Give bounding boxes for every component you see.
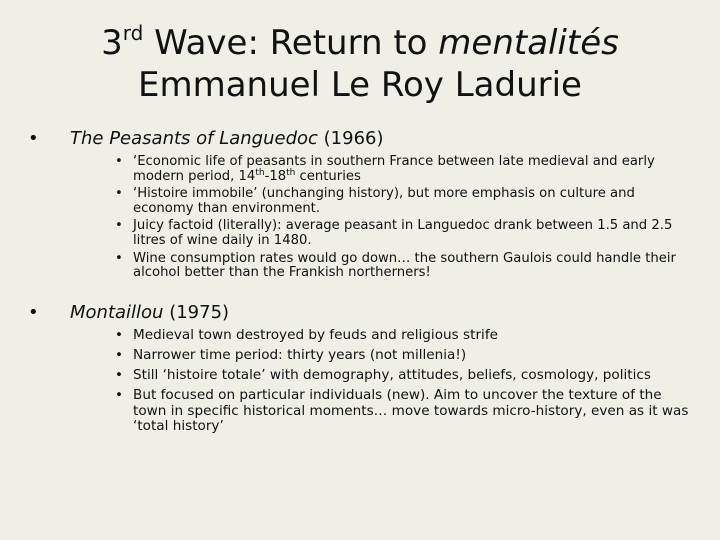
bullet-marker: • [115,387,124,404]
item-text: Juicy factoid (literally): average peasant in Languedoc drank between 1.5 and 2.5 litres of wine daily in 1480. [133,218,673,248]
item-text: centuries [295,168,361,184]
book-title: The Peasants of Languedoc [70,128,318,149]
list-item [115,155,695,184]
bullet-marker: • [115,367,124,384]
title-text: Wave: Return to [143,23,439,63]
item-text: Narrower time period: thirty years (not millenia!) [133,347,467,364]
ordinal-suffix: th [286,167,296,178]
bullet-marker: • [28,302,39,323]
bullet-marker: • [115,327,124,343]
book-title: Montaillou [70,302,164,323]
book-year: (1966) [317,128,384,149]
item-text: ‘Histoire immobile’ (unchanging history), but more emphasis on culture and economy than environment. [133,186,635,216]
bullet-marker: • [115,186,123,202]
item-text: ‘Economic life of peasants in southern France between late medieval and early modern period, 14 [133,154,655,184]
list-item [115,388,690,435]
bullet-marker: • [115,250,123,266]
bullet-marker: • [115,347,124,364]
list-item [115,219,695,248]
list-item [115,187,695,216]
title-italic-word: mentalités [438,23,619,63]
item-text: Wine consumption rates would go down… the southern Gaulois could handle their alcohol better than the Frankish northerners! [133,250,676,281]
section2-subpoints [115,328,690,440]
item-text: Medieval town destroyed by feuds and religious strife [133,327,498,343]
book-year: (1975) [163,302,230,323]
title-line-1 [0,22,720,64]
section-heading [70,128,384,150]
title-ordinal-suffix: rd [122,21,144,45]
section1-subpoints [115,155,695,284]
item-text: But focused on particular individuals (new). Aim to uncover the texture of the town in specific historical moments… move towards micro-history, even as it was ‘total history’ [133,387,689,435]
title-line-2: Emmanuel Le Roy Ladurie [138,65,582,105]
list-item [115,252,695,281]
slide-title [0,22,720,106]
ordinal-suffix: th [255,167,265,178]
bullet-marker: • [115,154,123,169]
list-item [115,368,690,384]
item-text: -18 [264,168,287,184]
title-ordinal: 3 [101,23,123,63]
list-item [115,328,690,344]
item-text: Still ‘histoire totale’ with demography, attitudes, beliefs, cosmology, politics [133,367,651,384]
bullet-marker: • [115,218,123,234]
bullet-marker: • [28,128,39,149]
section-heading [70,302,229,324]
list-item [115,348,690,364]
